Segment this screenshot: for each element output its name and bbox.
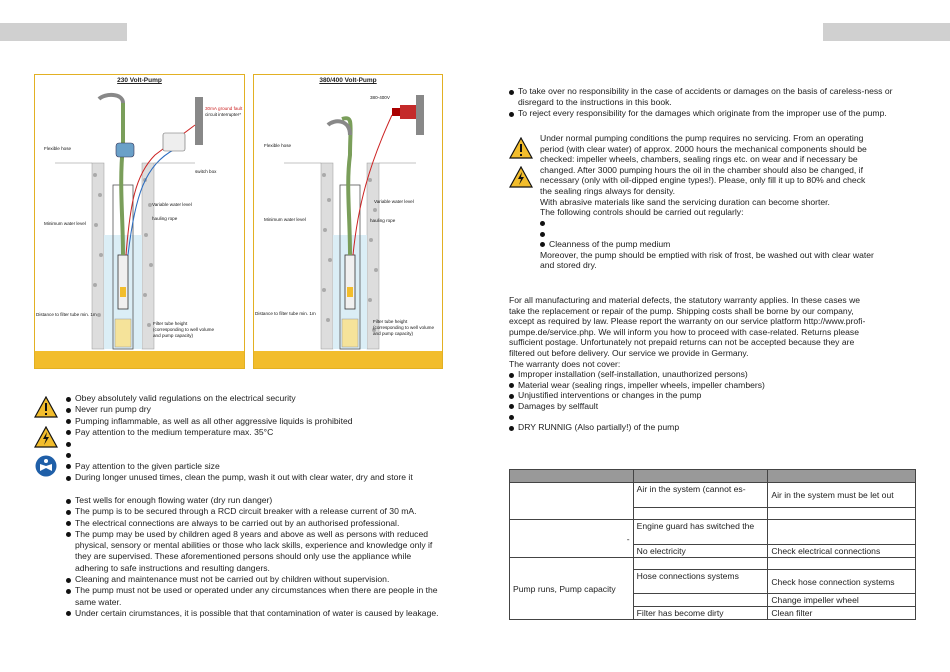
list-item: Cleaning and maintenance must not be carried out by children without supervision.: [66, 574, 446, 585]
cause-cell: Hose connections systems: [633, 570, 768, 594]
figure-230v: [34, 74, 245, 369]
warning-icon: [34, 396, 58, 418]
table-row: [510, 483, 916, 508]
list-item: To take over no responsibility in the case of accidents or damages on the basis of careless-ness or disregard to the instructions in this book.: [509, 86, 913, 107]
controls-list: [540, 218, 840, 250]
solution-cell: [768, 508, 916, 520]
label-distance: Distance to filter tube min. 1m: [36, 312, 97, 317]
list-item: Obey absolutely valid regulations on the electrical security: [66, 393, 456, 404]
paragraph-line: take the replacement or repair of the pump. Shipping costs shall be borne by our company,: [509, 305, 854, 316]
label-voltage: 380-400V: [370, 95, 390, 100]
cause-cell: Air in the system (cannot es-: [633, 483, 768, 508]
figure-bar: [254, 351, 442, 368]
maintenance-text: [540, 133, 920, 271]
table-header: [510, 470, 916, 483]
list-item: Pay attention to the medium temperature max. 35°C: [66, 427, 456, 438]
list-item: During longer unused times, clean the pump, wash it out with clear water, dry and store it: [66, 472, 456, 483]
cause-cell: [633, 594, 768, 607]
paragraph-line: pumpe.de/service.php. We will inform you how to proceed with case-related. Returns please: [509, 326, 859, 337]
label-interrupter: circuit interrupter*: [205, 112, 241, 117]
electric-warning-icon: [509, 166, 533, 188]
label-filter-note-1: (corresponding to well volume: [153, 327, 215, 332]
header-tab-right: [823, 23, 950, 41]
label-min-water-level: Minimum water level: [44, 221, 86, 226]
label-flexible-hose: Flexible hose: [44, 146, 72, 151]
label-hauling-rope: hauling rope: [370, 218, 396, 223]
figure-bar: [35, 351, 244, 368]
label-flexible-hose: Flexible hose: [264, 143, 292, 148]
electric-warning-icon: [34, 426, 58, 448]
list-item: DRY RUNNIG (Also partially!) of the pump: [509, 422, 919, 433]
safety-list-2: [66, 495, 446, 619]
list-item: Cleanness of the pump medium: [540, 239, 840, 250]
paragraph-line: period (with clear water) of approx. 2000 hours the mechanical components should be: [540, 143, 867, 154]
list-item: [540, 228, 840, 239]
safety-list-1: [66, 393, 456, 483]
read-manual-icon: [35, 455, 57, 477]
liability-list: [509, 86, 913, 119]
list-item: Pumping inflammable, as well as all other aggressive liquids is prohibited: [66, 416, 456, 427]
solution-cell: [768, 558, 916, 570]
cause-cell: Filter has become dirty: [633, 607, 768, 620]
list-item: The electrical connections are always to be carried out by an authorised professional.: [66, 518, 446, 529]
header-tab-left: [0, 23, 127, 41]
paragraph-line: the sealing rings always for density.: [540, 185, 676, 196]
list-item: Damages by selffault: [509, 401, 919, 412]
paragraph-line: sufficient postage. Unfortunately not prepaid returns can not be accepted because they are: [509, 337, 855, 348]
solution-cell: Air in the system must be let out: [768, 483, 916, 508]
label-ground-fault: 30mA ground fault: [205, 106, 243, 111]
figure-title: 230 Volt-Pump: [117, 77, 162, 84]
cause-cell: No electricity: [633, 545, 768, 558]
cause-cell: [633, 508, 768, 520]
problem-cell: Pump runs, Pump capacity: [510, 558, 634, 620]
problem-cell: [510, 483, 634, 520]
paragraph-line: except as required by law. Please report the warranty on our service platform http://www.profi-: [509, 316, 866, 327]
paragraph-line: The following controls should be carried out regularly:: [540, 207, 744, 218]
label-filter-note-2: and pump capacity): [153, 333, 194, 338]
label-filter-note-1: (corresponding to well volume: [373, 325, 435, 330]
list-item: [540, 218, 840, 229]
paragraph-line: changed. After 3000 pumping hours the oil in the chamber should also be changed, if: [540, 164, 863, 175]
solution-cell: [768, 520, 916, 545]
solution-cell: Clean filter: [768, 607, 916, 620]
label-min-water-level: Minimum water level: [264, 217, 306, 222]
label-variable-water-level: Variable water level: [374, 199, 414, 204]
list-item: Test wells for enough flowing water (dry run danger): [66, 495, 446, 506]
list-item: Pay attention to the given particle size: [66, 461, 456, 472]
troubleshooting-table: [509, 469, 916, 620]
list-item: Under certain cirumstances, it is possible that that contamination of water is caused by leakage.: [66, 608, 446, 619]
cause-cell: [633, 558, 768, 570]
list-item: To reject every responsibility for the damages which originate from the improper use of the pump.: [509, 108, 913, 119]
header-cell: [633, 470, 768, 483]
list-item: Material wear (sealing rings, impeller wheels, impeller chambers): [509, 380, 919, 391]
well-diagram: [254, 75, 442, 351]
problem-cell: -: [510, 520, 634, 558]
list-item: [66, 449, 456, 460]
paragraph-line: The warranty does not cover:: [509, 358, 621, 369]
warranty-text: [509, 295, 919, 433]
label-filter-height: Filter tube height: [373, 319, 408, 324]
table-row: [510, 558, 916, 570]
label-filter-height: Filter tube height: [153, 321, 188, 326]
list-item: Unjustified interventions or changes in the pump: [509, 390, 919, 401]
table-row: [510, 520, 916, 545]
solution-cell: Check electrical connections: [768, 545, 916, 558]
exclusions-list: [509, 369, 919, 433]
solution-cell: Check hose connection systems: [768, 570, 916, 594]
paragraph-line: checked: impeller wheels, chambers, sealing rings etc. on wear and if necessary be: [540, 154, 858, 165]
label-switch-box: switch box: [195, 169, 217, 174]
list-item: The pump must not be used or operated under any circumstances when there are people in the same water.: [66, 585, 446, 608]
header-cell: [510, 470, 634, 483]
paragraph-line: filtered out before delivery. Our service we provide in Germany.: [509, 347, 749, 358]
list-item: [66, 438, 456, 449]
list-item: [509, 412, 919, 423]
list-item: The pump may be used by children aged 8 years and above as well as persons with reduced physical, sensory or mental abilities or those who lack skills, experience and knowledge only if they are supervised. These aforementioned persons should only use the appliance while adhering to safe instructions and resulting dangers.: [66, 529, 446, 574]
header-cell: [768, 470, 916, 483]
list-item: The pump is to be secured through a RCD circuit breaker with a release current of 30 mA.: [66, 506, 446, 517]
label-filter-note-2: and pump capacity): [373, 331, 414, 336]
paragraph-line: With abrasive materials like sand the servicing duration can become shorter.: [540, 196, 830, 207]
paragraph-line: and stored dry.: [540, 260, 597, 271]
list-item: Improper installation (self-installation, unauthorized persons): [509, 369, 919, 380]
figure-title: 380/400 Volt-Pump: [319, 77, 377, 84]
label-hauling-rope: hauling rope: [152, 216, 178, 221]
figure-380v: [253, 74, 443, 369]
paragraph-line: necessary (only with oil-dipped engine types!). Please, only fill it up to 80% and check: [540, 175, 866, 186]
paragraph-line: For all manufacturing and material defects, the statutory warranty applies. In these cases we: [509, 295, 861, 305]
warning-icon: [509, 137, 533, 159]
cause-cell: Engine guard has switched the: [633, 520, 768, 545]
label-variable-water-level: Variable water level: [152, 202, 192, 207]
label-distance: Distance to filter tube min. 1m: [255, 311, 316, 316]
paragraph-line: Moreover, the pump should be emptied with risk of frost, be washed out with clear water: [540, 249, 874, 260]
list-item: Never run pump dry: [66, 404, 456, 415]
paragraph-line: Under normal pumping conditions the pump requires no servicing. From an operating: [540, 133, 864, 143]
solution-cell: Change impeller wheel: [768, 594, 916, 607]
